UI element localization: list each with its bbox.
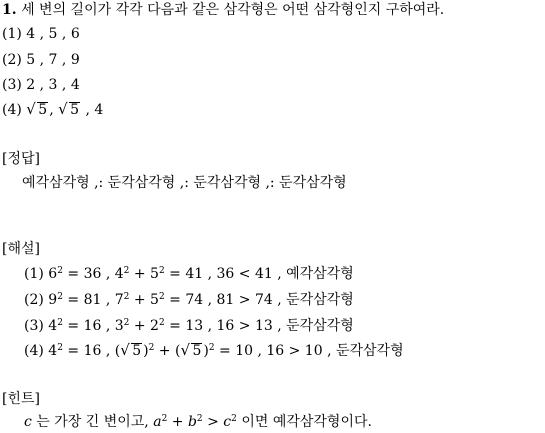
question-item-4: (4) √ 5 , √ 5 , 4	[2, 101, 103, 119]
radicand: 5	[70, 102, 80, 118]
hint-header: [힌트]	[2, 391, 40, 407]
item-label: (3)	[2, 77, 22, 93]
question-item-3	[2, 76, 80, 94]
solution-math: $4^2 = 16$ , $3^2 + 2^2 = 13$ , 16 > 13 ,	[48, 318, 287, 334]
solution-line-4	[24, 342, 404, 360]
item-label: (1)	[2, 26, 22, 42]
solution-line-2	[24, 291, 354, 309]
solution-label: (1)	[24, 266, 44, 282]
solution-result: 둔각삼각형	[286, 318, 354, 334]
solution-math: $6^2 = 36$ , $4^2 + 5^2 = 41$ , 36 < 41 ,	[48, 266, 287, 282]
solution-math: $9^2 = 81$ , $7^2 + 5^2 = 74$ , 81 > 74 ,	[48, 292, 287, 308]
item-values: 4 , 5 , 6	[26, 26, 80, 42]
sqrt-term	[58, 101, 80, 119]
question-item-2	[2, 51, 80, 69]
solution-label: (3)	[24, 318, 44, 334]
solution-label: (2)	[24, 292, 44, 308]
question-prompt: 세 변의 길이가 각각 다음과 같은 삼각형은 어떤 삼각형인지 구하여라.	[21, 2, 445, 18]
hint-text: c 는 가장 긴 변이고, $a^2 + b^2 > c^2$ 이면 예각삼각형이다.	[24, 414, 372, 430]
question-item-1	[2, 25, 80, 43]
solution-result: 예각삼각형	[286, 266, 354, 282]
sqrt-term: √ 5	[180, 342, 202, 360]
answer-header: [정답]	[2, 151, 40, 167]
sqrt-term	[26, 101, 48, 119]
question-number: 1.	[2, 2, 17, 18]
radicand: 5	[38, 102, 48, 118]
solution-line-3	[24, 317, 354, 335]
solution-line-1	[24, 265, 354, 283]
solution-math: $4^2 = 16$ , (√ 5 )$^2$ + (√ 5 )$^2$ = 10 , 16 > 10 ,	[48, 343, 336, 359]
item-label: (4)	[2, 102, 22, 118]
solution-label: (4)	[24, 343, 44, 359]
solution-result: 둔각삼각형	[335, 343, 404, 359]
item-tail: , 4	[85, 102, 104, 118]
item-values: 2 , 3 , 4	[26, 77, 80, 93]
item-values: 5 , 7 , 9	[26, 52, 80, 68]
question-prompt-line	[2, 1, 444, 19]
answer-text: 예각삼각형 ,: 둔각삼각형 ,: 둔각삼각형 ,: 둔각삼각형	[22, 175, 347, 191]
solution-result: 둔각삼각형	[286, 292, 354, 308]
sqrt-term: √ 5	[120, 342, 142, 360]
item-label: (2)	[2, 52, 22, 68]
solution-header: [해설]	[2, 241, 40, 257]
